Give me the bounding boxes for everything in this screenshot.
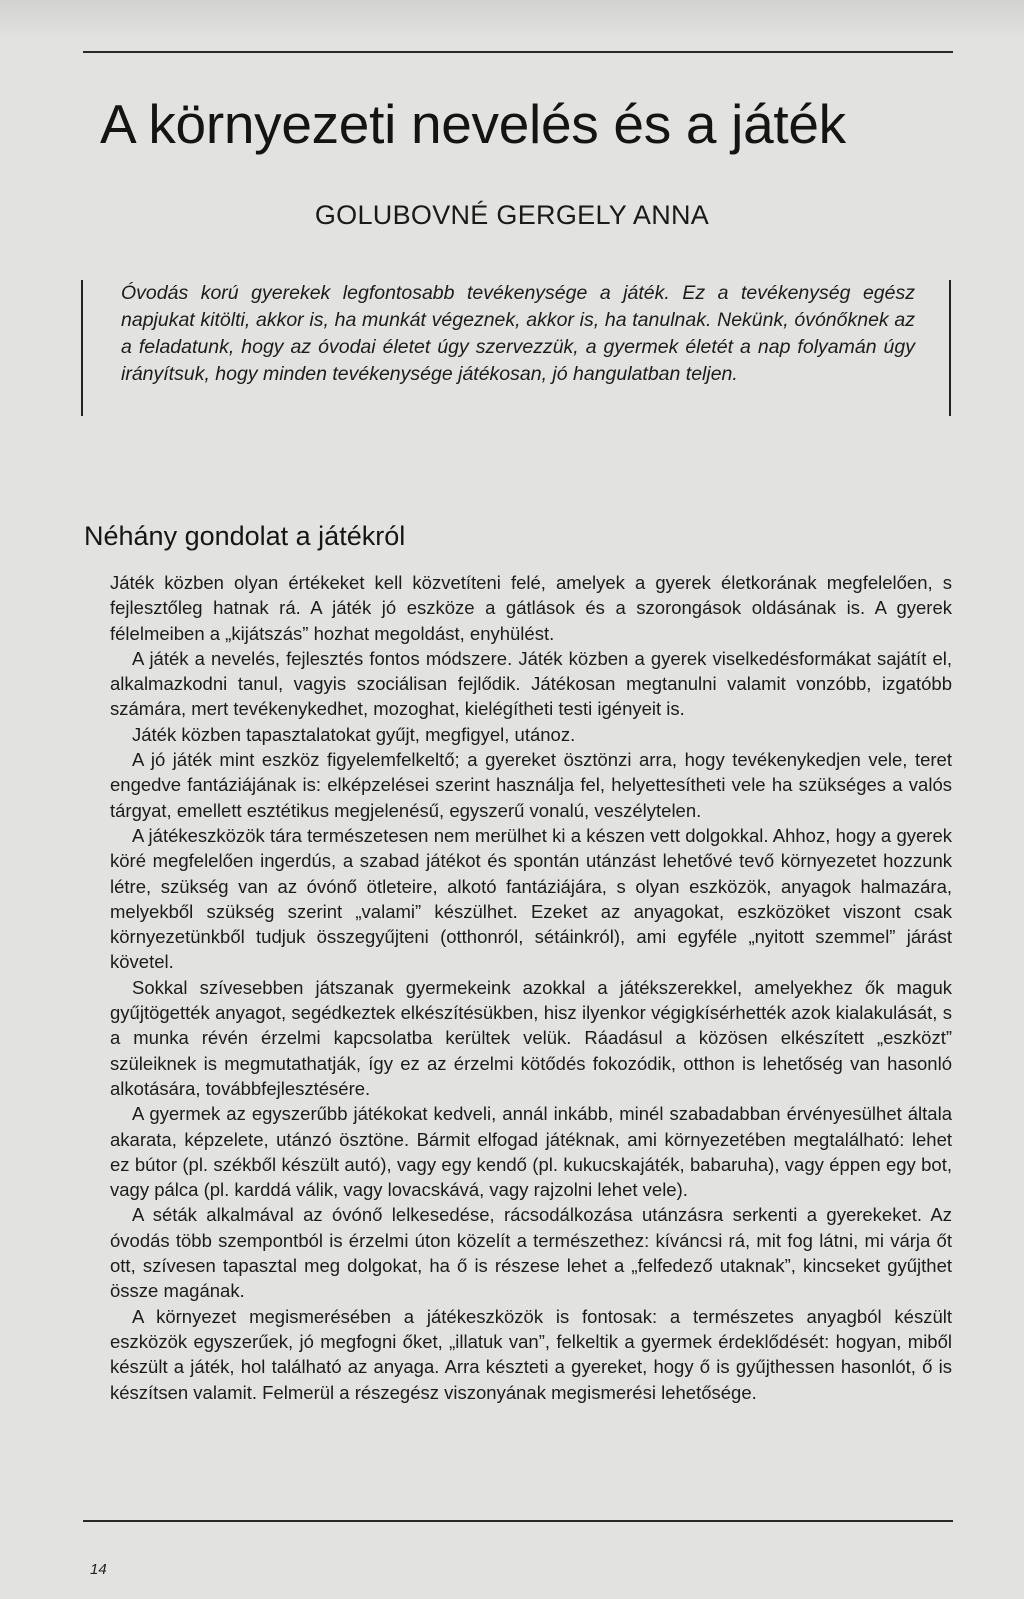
body-paragraph: A játékeszközök tára természetesen nem merülhet ki a készen vett dolgokkal. Ahhoz, hogy a gyerek köré megfelelően ingerdús, a szabad játékot és spontán utánzást lehetővé tevő környezetet hozzunk létre, szükség van az óvónő ötleteire, alkotó fantáziájára, s olyan eszközök, anyagok halmazára, melyekből szükség szerint „valami” készülhet. Ezeket az anyagokat, eszközöket viszont csak környezetünkből tudjuk összegyűjteni (otthonról, sétáinkról), ami egyféle „nyitott szemmel” járást követel. — [110, 824, 952, 973]
article-title: A környezeti nevelés és a játék — [100, 93, 846, 155]
page-edge-shadow — [0, 0, 1024, 40]
body-paragraph: Játék közben olyan értékeket kell közvetíteni felé, amelyek a gyerek életkorának megfelelően, s fejlesztőleg hatnak rá. A játék jó eszköze a gátlások és a szorongások oldásának is. A gyerek félelmeiben a „kijátszás” hozhat megoldást, enyhülést. — [110, 572, 952, 644]
top-rule — [83, 51, 953, 53]
bottom-rule — [83, 1520, 953, 1522]
article-author: GOLUBOVNÉ GERGELY ANNA — [314, 200, 710, 230]
section-heading: Néhány gondolat a játékról — [84, 521, 406, 551]
body-paragraph: A jó játék mint eszköz figyelemfelkeltő; a gyereket ösztönzi arra, hogy tevékenykedjen vele, teret engedve fantáziájának is: elképzelései szerint használja fel, helyettesítheti vele ha szükséges a valós tárgyat, emellett esztétikus megjelenésű, egyszerű vonalú, veszélytelen. — [110, 749, 952, 821]
body-paragraph: A séták alkalmával az óvónő lelkesedése, rácsodálkozása utánzásra serkenti a gyerekeket. Az óvodás több szempontból is érzelmi úton közelít a természethez: kíváncsi rá, mit fog látni, mi várja őt ott, szívesen tapasztal meg dolgokat, ha ő is részese lehet a „felfedező utaknak”, kincseket gyűjthet össze magának. — [110, 1204, 952, 1302]
body-paragraph: A játék a nevelés, fejlesztés fontos módszere. Játék közben a gyerek viselkedésformákat sajátít el, alkalmazkodni tanul, vagyis szociálisan fejlődik. Játékosan megtanulni valamit vonzóbb, izgatóbb számára, mert tevékenykedhet, mozoghat, kielégítheti testi igényeit is. — [110, 647, 952, 720]
abstract-text: Óvodás korú gyerekek legfontosabb tevékenysége a játék. Ez a tevékenység egész napjukat kitölti, akkor is, ha munkát végeznek, akkor is, ha tanulnak. Nekünk, óvónőknek az a feladatunk, hogy az óvodai életet úgy szervezzük, a gyermek életét a nap folyamán úgy irányítsuk, hogy minden tevékenysége játékosan, jó hangulatban teljen. — [121, 282, 915, 385]
abstract-box — [81, 280, 951, 416]
body-paragraph: A gyermek az egyszerűbb játékokat kedveli, annál inkább, minél szabadabban érvényesülhet általa akarata, képzelete, utánzó ösztöne. Bármit elfogad játéknak, ami környezetében megtalálható: lehet ez bútor (pl. székből készült autó), vagy egy kendő (pl. kukucskajáték, babaruha), vagy éppen egy bot, vagy pálca (pl. karddá válik, vagy lovacskává, vagy rajzolni lehet vele). — [110, 1103, 952, 1201]
body-paragraph: A környezet megismerésében a játékeszközök is fontosak: a természetes anyagból készült eszközök egyszerűek, jó megfogni őket, „illatuk van”, felkeltik a gyermek érdeklődését: hogyan, miből készült a játék, hol található az anyaga. Arra készteti a gyereket, hogy ő is gyűjthessen hasonlót, ő is készítsen valamit. Felmerül a részegész viszonyának megismerési lehetősége. — [110, 1305, 952, 1403]
body-paragraph: Sokkal szívesebben játszanak gyermekeink azokkal a játékszerekkel, amelyekhez ők maguk gyűjtögették anyagot, segédkeztek elkészítésükben, hisz ilyenkor végigkísérhették azok kialakulását, s a munka révén érzelmi kapcsolatba kerültek velük. Ráadásul a közösen elkészített „eszközt” szüleiknek is megmutathatják, így ez az érzelmi kötődés fokozódik, otthon is lehetőség van hasonló alkotására, továbbfejlesztésére. — [110, 976, 952, 1099]
article-body — [110, 570, 952, 1405]
body-paragraph: Játék közben tapasztalatokat gyűjt, megfigyel, utánoz. — [132, 723, 576, 745]
page-number: 14 — [90, 1561, 107, 1578]
